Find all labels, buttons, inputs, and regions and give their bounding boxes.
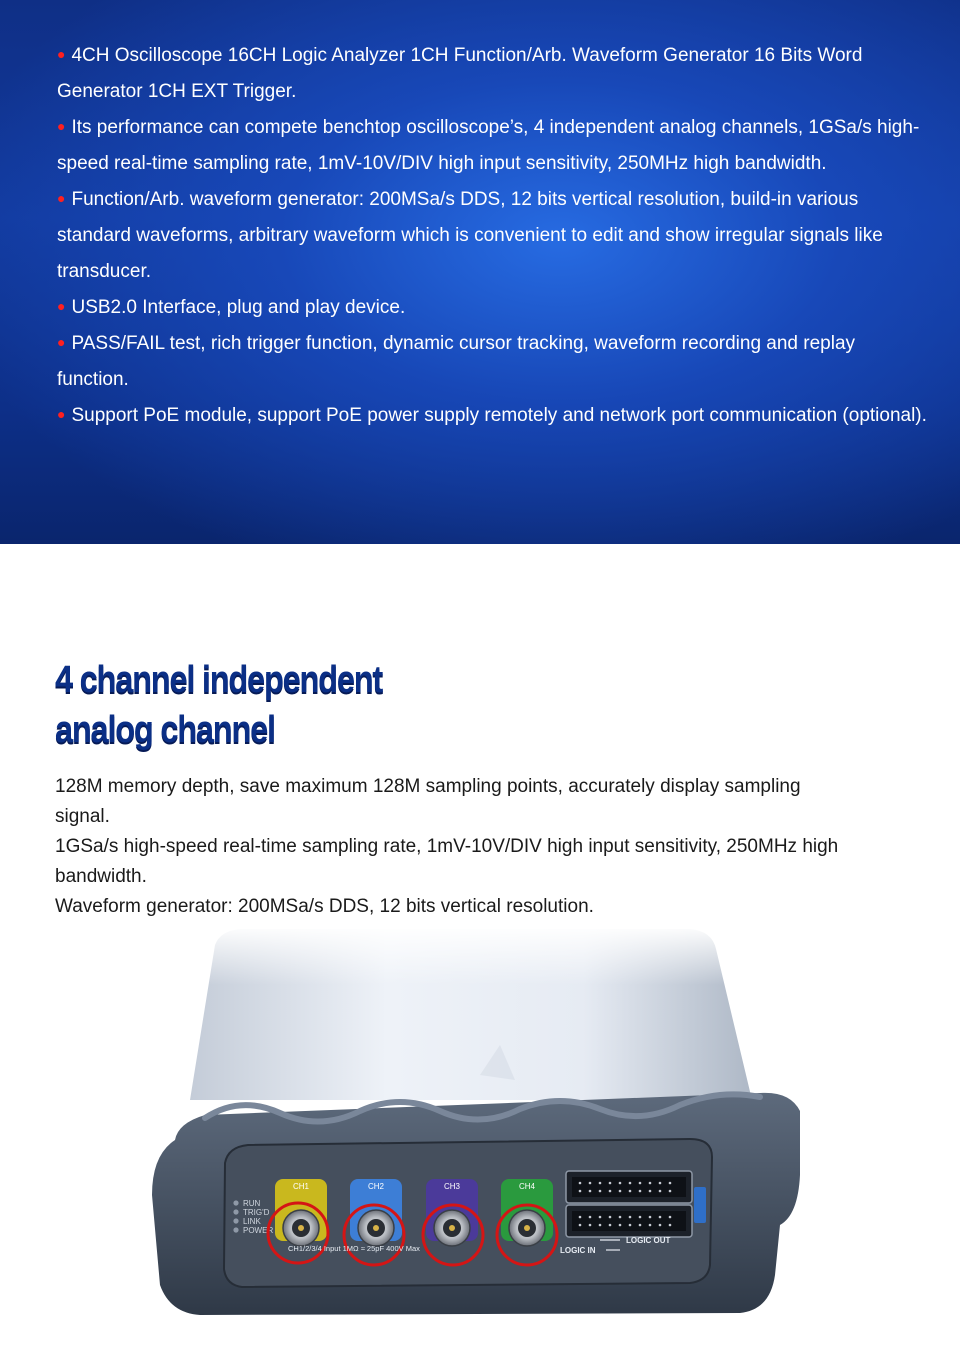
- input-spec-label: CH1/2/3/4 Input 1MΩ ≈ 25pF 400V Max: [288, 1244, 420, 1253]
- feature-item: [57, 110, 927, 182]
- bullet-icon: ●: [57, 334, 66, 350]
- feature-item: [57, 38, 927, 110]
- bullet-icon: ●: [57, 46, 66, 62]
- logic-port-icon: [566, 1171, 692, 1203]
- feature-item: [57, 326, 927, 398]
- feature-text: PASS/FAIL test, rich trigger function, dynamic cursor tracking, waveform recording and replay function.: [57, 333, 856, 390]
- bullet-icon: ●: [57, 190, 66, 206]
- bnc-connector-icon: [358, 1210, 394, 1246]
- logic-out-label: LOGIC OUT: [626, 1236, 671, 1245]
- feature-list: [57, 38, 927, 434]
- heading-line-2: analog channel: [55, 709, 275, 751]
- led-label-trigd: TRIG'D: [243, 1208, 270, 1217]
- feature-text: Function/Arb. waveform generator: 200MSa/s DDS, 12 bits vertical resolution, build-in various standard waveforms, arbitrary waveform which is convenient to edit and show irregular signals like transducer.: [57, 189, 883, 282]
- feature-text: 4CH Oscilloscope 16CH Logic Analyzer 1CH Function/Arb. Waveform Generator 16 Bits Word Generator 1CH EXT Trigger.: [57, 45, 863, 102]
- led-label-power: POWER: [243, 1226, 274, 1235]
- bnc-connector-icon: [283, 1210, 319, 1246]
- bullet-icon: ●: [57, 298, 66, 314]
- channel-label: CH1: [292, 1182, 310, 1191]
- bullet-icon: ●: [57, 406, 66, 422]
- bnc-connector-icon: [509, 1210, 545, 1246]
- feature-text: USB2.0 Interface, plug and play device.: [71, 297, 406, 318]
- feature-item: [57, 182, 927, 290]
- bullet-icon: ●: [57, 118, 66, 134]
- feature-text: Its performance can compete benchtop oscilloscope’s, 4 independent analog channels, 1GSa/s high-speed real-time sampling rate, 1mV-10V/DIV high input sensitivity, 250MHz high bandwidth.: [57, 117, 920, 174]
- feature-text: Support PoE module, support PoE power supply remotely and network port communication (optional).: [71, 405, 927, 426]
- logic-port-icon: [566, 1205, 692, 1237]
- section-heading: [55, 655, 382, 755]
- description-line: 128M memory depth, save maximum 128M sampling points, accurately display sampling signal.: [55, 776, 801, 827]
- bnc-connector-icon: [434, 1210, 470, 1246]
- heading-line-1: 4 channel independent: [55, 659, 383, 701]
- led-label-link: LINK: [243, 1217, 261, 1226]
- features-banner: [0, 0, 960, 544]
- channel-label: CH4: [518, 1182, 536, 1191]
- description-line: Waveform generator: 200MSa/s DDS, 12 bits vertical resolution.: [55, 896, 594, 917]
- usb-port-icon: [694, 1187, 706, 1223]
- led-label-run: RUN: [243, 1199, 261, 1208]
- channel-label: CH2: [367, 1182, 385, 1191]
- feature-item: [57, 398, 927, 434]
- logic-in-label: LOGIC IN: [560, 1246, 596, 1255]
- channel-label: CH3: [443, 1182, 461, 1191]
- oscilloscope-device-illustration: [0, 925, 960, 1370]
- section-description: [55, 772, 855, 922]
- feature-item: [57, 290, 927, 326]
- description-line: 1GSa/s high-speed real-time sampling rate, 1mV-10V/DIV high input sensitivity, 250MHz high bandwidth.: [55, 836, 839, 887]
